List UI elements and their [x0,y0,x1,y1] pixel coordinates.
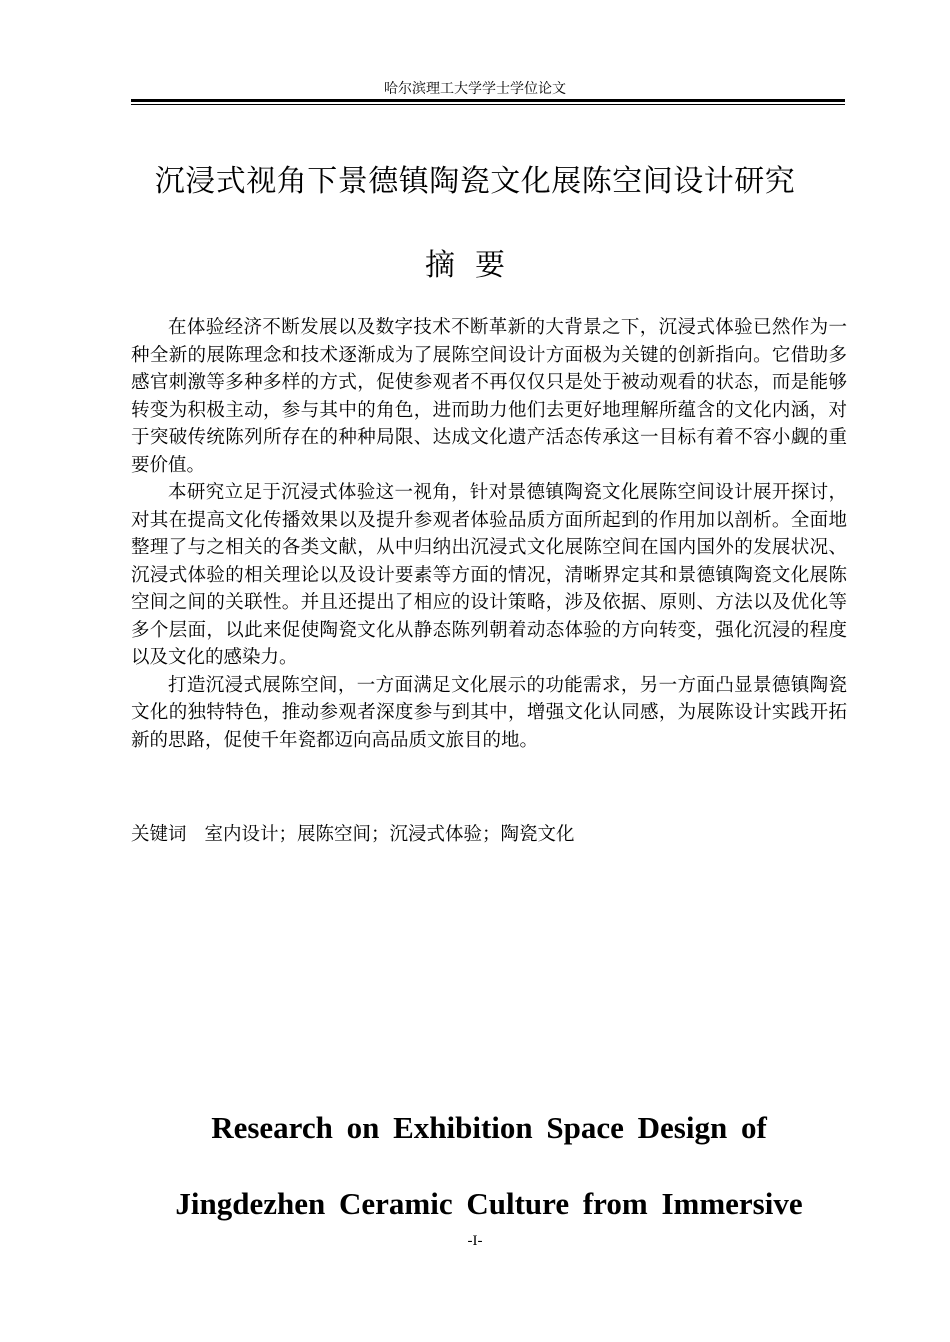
abstract-paragraph-1: 在体验经济不断发展以及数字技术不断革新的大背景之下，沉浸式体验已然作为一种全新的展陈理念和技术逐渐成为了展陈空间设计方面极为关键的创新指向。它借助多感官刺激等多种多样的方式，促使参观者不再仅仅只是处于被动观看的状态，而是能够转变为积极主动，参与其中的角色，进而助力他们去更好地理解所蕴含的文化内涵，对于突破传统陈列所存在的种种局限、达成文化遗产活态传承这一目标有着不容小觑的重要价值。 [131,317,847,476]
running-header: 哈尔滨理工大学学士学位论文 [384,81,566,97]
abstract-paragraph-2: 本研究立足于沉浸式体验这一视角，针对景德镇陶瓷文化展陈空间设计展开探讨，对其在提高文化传播效果以及提升参观者体验品质方面所起到的作用加以剖析。全面地整理了与之相关的各类文献，从中归纳出沉浸式文化展陈空间在国内国外的发展状况、沉浸式体验的相关理论以及设计要素等方面的情况，清晰界定其和景德镇陶瓷文化展陈空间之间的关联性。并且还提出了相应的设计策略，涉及依据、原则、方法以及优化等多个层面，以此来促使陶瓷文化从静态陈列朝着动态体验的方向转变，强化沉浸的程度以及文化的感染力。 [131,482,847,668]
abstract-paragraph-3: 打造沉浸式展陈空间，一方面满足文化展示的功能需求，另一方面凸显景德镇陶瓷文化的独特特色，推动参观者深度参与到其中，增强文化认同感，为展陈设计实践开拓新的思路，促使千年瓷都迈向高品质文旅目的地。 [131,674,847,751]
english-title-line-1: Research on Exhibition Space Design of [211,1110,767,1145]
keywords-line [131,821,847,849]
chinese-title: 沉浸式视角下景德镇陶瓷文化展陈空间设计研究 [154,164,796,199]
english-title-line-2: Jingdezhen Ceramic Culture from Immersive [175,1186,803,1221]
keywords-label: 关键词 [131,824,187,845]
page-number: -I- [467,1233,483,1249]
header-rule [131,99,845,105]
abstract-body [131,314,847,754]
keywords-text: 室内设计；展陈空间；沉浸式体验；陶瓷文化 [204,824,575,845]
abstract-heading: 摘要 [425,248,525,283]
english-title [131,1090,847,1242]
